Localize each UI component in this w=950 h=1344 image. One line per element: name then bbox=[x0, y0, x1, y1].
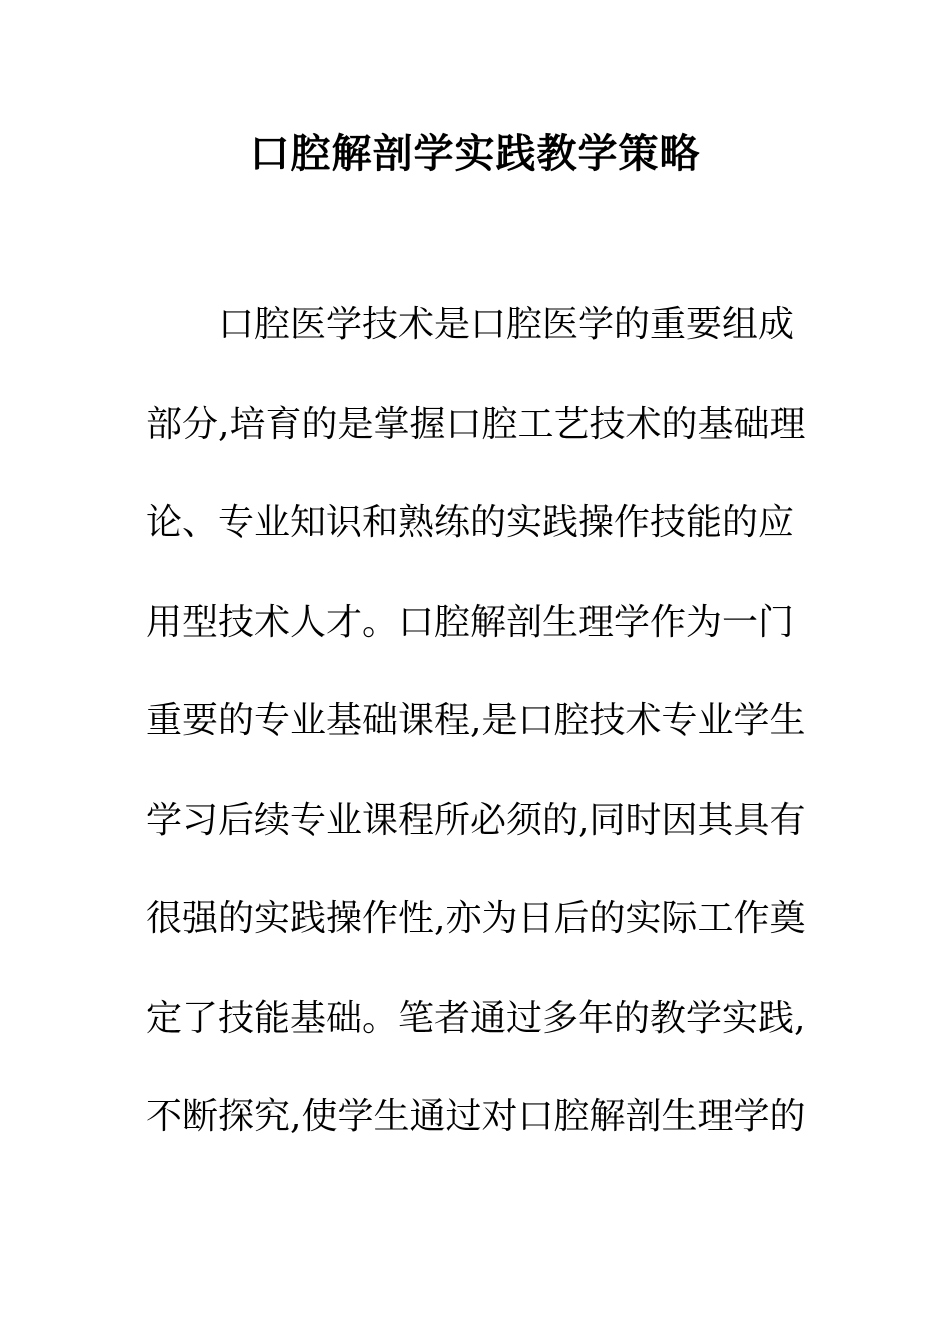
paragraph-line-8: 定了技能基础。笔者通过多年的教学实践, bbox=[146, 998, 806, 1039]
paragraph-line-9: 不断探究,使学生通过对口腔解剖生理学的 bbox=[146, 1096, 806, 1137]
paragraph-line-1: 口腔医学技术是口腔医学的重要组成 bbox=[218, 304, 795, 345]
paragraph-line-5: 重要的专业基础课程,是口腔技术专业学生 bbox=[146, 700, 806, 741]
paragraph-line-7: 很强的实践操作性,亦为日后的实际工作奠 bbox=[146, 898, 806, 939]
paragraph-line-6: 学习后续专业课程所必须的,同时因其具有 bbox=[146, 800, 806, 841]
document-title: 口腔解剖学实践教学策略 bbox=[249, 130, 701, 177]
paragraph-line-4: 用型技术人才。口腔解剖生理学作为一门 bbox=[146, 602, 795, 643]
paragraph-line-3: 论、专业知识和熟练的实践操作技能的应 bbox=[146, 502, 795, 543]
paragraph-line-2: 部分,培育的是掌握口腔工艺技术的基础理 bbox=[146, 404, 806, 445]
